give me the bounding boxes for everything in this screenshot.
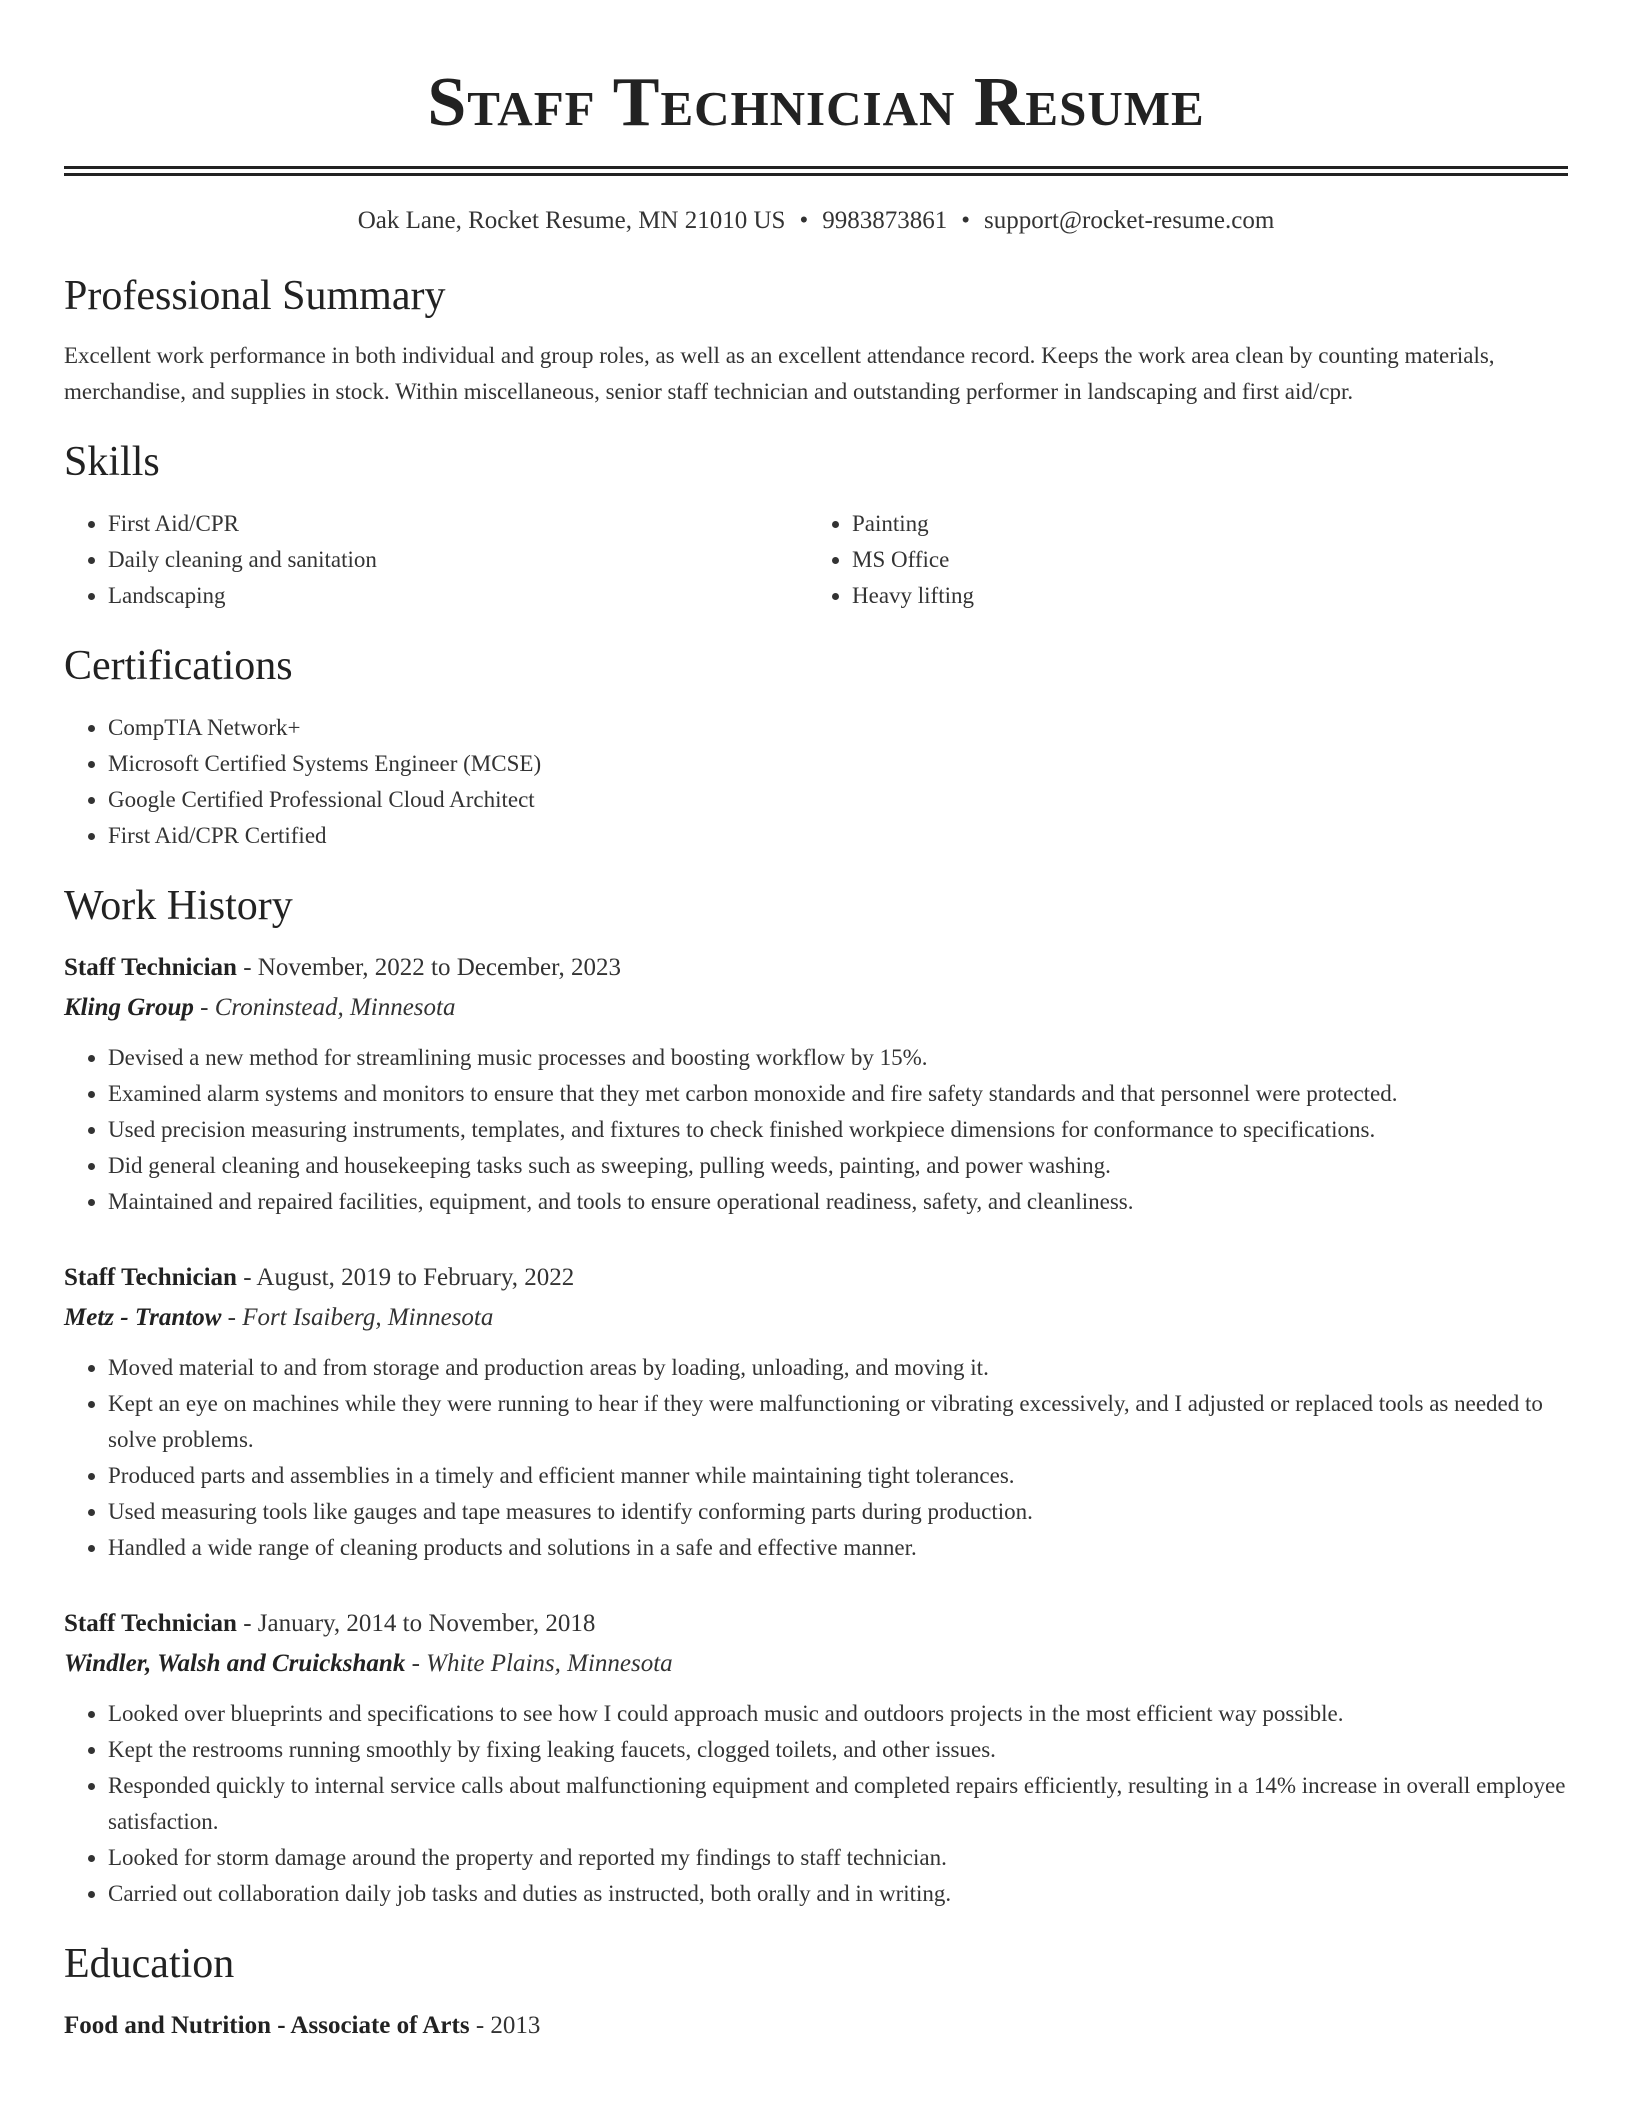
contact-email: support@rocket-resume.com <box>983 207 1275 234</box>
skill-item: • Heavy lifting <box>852 578 1552 614</box>
work-history-section <box>64 878 1568 1912</box>
section-heading: Certifications <box>64 643 293 689</box>
job-bullet: • Devised a new method for streamlining music processes and boosting workflow by 15%. <box>108 1040 1568 1076</box>
job-dates: - August, 2019 to February, 2022 <box>236 1264 575 1291</box>
job-company: Windler, Walsh and Cruickshank <box>64 1650 406 1677</box>
contact-separator: • <box>799 207 809 234</box>
skills-grid <box>64 506 1568 614</box>
job-bullets <box>64 1350 1568 1566</box>
skill-item: • First Aid/CPR <box>108 506 808 542</box>
contact-address: Oak Lane, Rocket Resume, MN 21010 US <box>357 207 786 234</box>
section-heading: Professional Summary <box>64 273 446 319</box>
job-bullet: • Kept the restrooms running smoothly by fixing leaking faucets, clogged toilets, and other issues. <box>108 1732 1568 1768</box>
job-company: Metz - Trantow <box>64 1304 222 1331</box>
education-section <box>64 1936 1568 2046</box>
skills-list <box>808 506 1552 614</box>
section-heading: Education <box>64 1941 235 1987</box>
job-bullet: • Moved material to and from storage and production areas by loading, unloading, and moving it. <box>108 1350 1568 1386</box>
resume-page <box>64 0 1568 2046</box>
job-bullet: • Carried out collaboration daily job tasks and duties as instructed, both orally and in writing. <box>108 1876 1568 1912</box>
job-location: - White Plains, Minnesota <box>405 1650 673 1677</box>
job-dates: - November, 2022 to December, 2023 <box>236 954 621 981</box>
job-role: Staff Technician <box>64 1610 237 1637</box>
job-bullet: • Used precision measuring instruments, templates, and fixtures to check finished workpiece dimensions for conformance to specifications. <box>108 1112 1568 1148</box>
skill-item: • MS Office <box>852 542 1552 578</box>
job-role: Staff Technician <box>64 1264 237 1291</box>
contact-line <box>64 204 1568 238</box>
certifications-section <box>64 638 1568 854</box>
job-title-line <box>64 948 1568 988</box>
job-location: - Croninstead, Minnesota <box>193 994 456 1021</box>
education-year: - 2013 <box>469 2012 541 2039</box>
job-bullet: • Looked for storm damage around the property and reported my findings to staff technician. <box>108 1840 1568 1876</box>
job-bullets <box>64 1040 1568 1220</box>
job-location: - Fort Isaiberg, Minnesota <box>221 1304 494 1331</box>
skill-item: • Landscaping <box>108 578 808 614</box>
certification-item: • CompTIA Network+ <box>108 710 1568 746</box>
skill-item: • Daily cleaning and sanitation <box>108 542 808 578</box>
job-title-line <box>64 1258 1568 1298</box>
job-title-line <box>64 1604 1568 1644</box>
section-heading: Work History <box>64 883 293 929</box>
job-bullet: • Used measuring tools like gauges and tape measures to identify conforming parts during production. <box>108 1494 1568 1530</box>
certification-item: • First Aid/CPR Certified <box>108 818 1568 854</box>
skills-column-right <box>808 506 1552 614</box>
professional-summary-section <box>64 268 1568 410</box>
job-bullet: • Did general cleaning and housekeeping tasks such as sweeping, pulling weeds, painting, and power washing. <box>108 1148 1568 1184</box>
title-divider <box>64 166 1568 176</box>
job-company-line <box>64 1644 1568 1684</box>
certification-item: • Microsoft Certified Systems Engineer (MCSE) <box>108 746 1568 782</box>
job-company: Kling Group <box>64 994 194 1021</box>
skill-item: • Painting <box>852 506 1552 542</box>
education-degree: Food and Nutrition - Associate of Arts <box>64 2012 470 2039</box>
resume-title: Staff Technician Resume <box>427 64 1205 141</box>
summary-text: Excellent work performance in both individual and group roles, as well as an excellent attendance record. Keeps the work area clean by counting materials, merchandise, and supplies in stock. Within miscellaneous, senior staff technician and outstanding performer in landscaping and first aid/cpr. <box>64 343 1495 404</box>
job-company-line <box>64 1298 1568 1338</box>
education-entry <box>64 2006 1568 2046</box>
skills-section <box>64 434 1568 614</box>
job-bullet: • Looked over blueprints and specifications to see how I could approach music and outdoors projects in the most efficient way possible. <box>108 1696 1568 1732</box>
job-dates: - January, 2014 to November, 2018 <box>236 1610 596 1637</box>
skills-column-left <box>64 506 808 614</box>
contact-phone: 9983873861 <box>822 207 948 234</box>
job-bullets <box>64 1696 1568 1912</box>
certification-item: • Google Certified Professional Cloud Architect <box>108 782 1568 818</box>
job-entry <box>64 1258 1568 1566</box>
job-role: Staff Technician <box>64 954 237 981</box>
job-bullet: • Responded quickly to internal service calls about malfunctioning equipment and completed repairs efficiently, resulting in a 14% increase in overall employee satisfaction. <box>108 1768 1568 1840</box>
job-company-line <box>64 988 1568 1028</box>
job-bullet: • Examined alarm systems and monitors to ensure that they met carbon monoxide and fire safety standards and that personnel were protected. <box>108 1076 1568 1112</box>
section-heading: Skills <box>64 439 160 485</box>
job-bullet: • Produced parts and assemblies in a timely and efficient manner while maintaining tight tolerances. <box>108 1458 1568 1494</box>
skills-list <box>64 506 808 614</box>
job-bullet: • Maintained and repaired facilities, equipment, and tools to ensure operational readiness, safety, and cleanliness. <box>108 1184 1568 1220</box>
job-entry <box>64 948 1568 1220</box>
job-bullet: • Kept an eye on machines while they were running to hear if they were malfunctioning or vibrating excessively, and I adjusted or replaced tools as needed to solve problems. <box>108 1386 1568 1458</box>
job-bullet: • Handled a wide range of cleaning products and solutions in a safe and effective manner. <box>108 1530 1568 1566</box>
certifications-list <box>64 710 1568 854</box>
job-entry <box>64 1604 1568 1912</box>
contact-separator: • <box>961 207 970 234</box>
